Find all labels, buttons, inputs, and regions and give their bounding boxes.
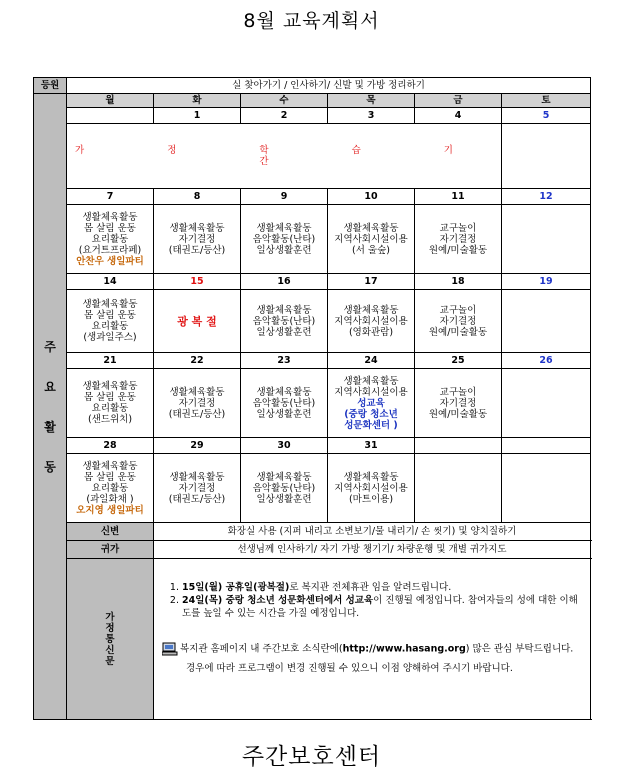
activity-line: 일상생활훈련 — [256, 408, 312, 420]
activity-line: 생활체육활동 — [169, 222, 225, 234]
page-title: 8월 교육계획서 — [243, 10, 380, 32]
day-header-mon: 월 — [67, 94, 154, 108]
activity-cell-mon — [67, 290, 154, 353]
week5-dates-row — [34, 438, 591, 454]
activity-line: 생활체육활동 — [343, 375, 399, 387]
activity-line: 자기결정 — [178, 233, 216, 245]
activity-line: (태권도/등산) — [168, 493, 226, 505]
date-cell: 14 — [67, 274, 154, 290]
date-cell: 3 — [328, 108, 415, 124]
activities-label-char: 주 — [44, 339, 56, 354]
date-cell: 23 — [241, 353, 328, 369]
newsletter-label-char: 통 — [105, 633, 115, 645]
day-header-fri: 금 — [415, 94, 502, 108]
date-cell — [67, 108, 154, 124]
date-cell: 18 — [415, 274, 502, 290]
activity-cell-tue — [154, 454, 241, 523]
education-plan-table — [33, 77, 591, 720]
bathroom-label: 신변 — [67, 523, 154, 541]
date-cell: 9 — [241, 189, 328, 205]
activity-line: (요거트프라페) — [78, 244, 142, 256]
computer-icon — [162, 642, 178, 656]
date-cell: 11 — [415, 189, 502, 205]
date-cell: 8 — [154, 189, 241, 205]
activity-line: 원예/미술활동 — [428, 408, 488, 420]
activity-line: 자기결정 — [178, 482, 216, 494]
homepage-link[interactable]: http://www.hasang.org — [342, 643, 466, 655]
arrival-label: 등원 — [34, 78, 67, 94]
newsletter-label-char: 신 — [105, 644, 115, 656]
activity-cell-fri — [415, 454, 502, 523]
activity-line: (서 울숲) — [352, 244, 390, 256]
activities-label — [34, 94, 67, 720]
activity-cell-mon — [67, 454, 154, 523]
newsletter-content — [154, 559, 591, 720]
date-cell-saturday: 19 — [502, 274, 591, 290]
notice-text: 이 진행될 예정입니다. 참여자들의 성에 대한 이해도를 높일 수 있는 시간을 가질 예정입니다. — [182, 595, 578, 619]
activity-cell-thu — [328, 290, 415, 353]
notice-highlight: 15일(월) 공휴일(광복절) — [182, 582, 290, 593]
week2-activity-row — [34, 205, 591, 274]
date-cell: 21 — [67, 353, 154, 369]
notice-item — [182, 594, 582, 620]
sex-education-label: 성교육 — [357, 397, 385, 409]
activity-line: (과일화채 ) — [86, 493, 134, 505]
activity-cell-tue — [154, 290, 241, 353]
date-cell: 17 — [328, 274, 415, 290]
departure-label: 귀가 — [67, 541, 154, 559]
change-notice: 경우에 따라 프로그램이 변경 진행될 수 있으니 이점 양해하여 주시기 바랍니다. — [186, 663, 513, 674]
date-cell — [502, 438, 591, 454]
activity-cell-thu — [328, 454, 415, 523]
activity-line: 생활체육활동 — [82, 460, 138, 472]
day-header-tue: 화 — [154, 94, 241, 108]
activity-line: 생활체육활동 — [343, 222, 399, 234]
holiday-label: 광 복 절 — [177, 314, 217, 328]
activity-cell-fri — [415, 369, 502, 438]
activity-line: 몸 살림 운동 — [84, 471, 136, 483]
activity-line: 몸 살림 운동 — [84, 222, 136, 234]
empty-cell — [502, 124, 591, 189]
arrival-row — [34, 78, 591, 94]
activity-line: 음악활동(난타) — [252, 315, 316, 327]
activity-line: 몸 살림 운동 — [84, 310, 136, 321]
activity-line: 생활체육활동 — [82, 299, 138, 310]
activities-label-char: 활 — [44, 419, 56, 434]
activities-label-char: 요 — [44, 379, 56, 394]
date-cell: 1 — [154, 108, 241, 124]
activity-line: 일상생활훈련 — [256, 493, 312, 505]
activity-line: 일상생활훈련 — [256, 244, 312, 256]
date-cell: 16 — [241, 274, 328, 290]
activity-line: 음악활동(난타) — [252, 397, 316, 409]
activity-line: 교구놀이 — [439, 222, 477, 234]
activity-line: 지역사회시설이용 — [334, 386, 408, 398]
activity-line: 교구놀이 — [439, 386, 477, 398]
activity-line: 지역사회시설이용 — [334, 315, 408, 327]
departure-text: 선생님께 인사하기/ 자기 가방 챙기기/ 차량운행 및 개별 귀가지도 — [154, 541, 591, 559]
newsletter-row — [34, 559, 591, 720]
newsletter-label-char: 정 — [105, 622, 115, 634]
activity-cell-sat — [502, 454, 591, 523]
activity-line: (영화관람) — [348, 326, 394, 338]
activity-cell-wed — [241, 290, 328, 353]
home-study-banner: 가 정 학 습 기 간 — [67, 124, 502, 189]
date-cell: 22 — [154, 353, 241, 369]
date-cell: 29 — [154, 438, 241, 454]
date-cell — [415, 438, 502, 454]
day-header-sat: 토 — [502, 94, 591, 108]
center-name-footer: 주간보호센터 — [241, 744, 382, 770]
date-cell-holiday: 15 — [154, 274, 241, 290]
activity-line: (생과일주스) — [83, 332, 137, 343]
notice-text: 로 복지관 전체휴관 임을 알려드립니다. — [289, 582, 452, 593]
activity-cell-wed — [241, 369, 328, 438]
activity-cell-mon — [67, 205, 154, 274]
date-cell: 30 — [241, 438, 328, 454]
arrival-text: 실 찾아가기 / 인사하기/ 신발 및 가방 정리하기 — [67, 78, 591, 94]
activity-line: 생활체육활동 — [343, 304, 399, 316]
activity-line: (태권도/등산) — [168, 408, 226, 420]
activity-line: 음악활동(난타) — [252, 482, 316, 494]
date-cell: 25 — [415, 353, 502, 369]
date-cell-saturday: 12 — [502, 189, 591, 205]
weekday-header-row — [34, 94, 591, 108]
activity-line: 생활체육활동 — [82, 211, 138, 223]
week2-dates-row — [34, 189, 591, 205]
activity-line: 생활체육활동 — [256, 386, 312, 398]
week5-activity-row — [34, 454, 591, 523]
day-header-wed: 수 — [241, 94, 328, 108]
day-header-thu: 목 — [328, 94, 415, 108]
activity-line: 원예/미술활동 — [428, 244, 488, 256]
week3-dates-row — [34, 274, 591, 290]
notice-list — [162, 581, 582, 620]
activity-line: (샌드위치) — [87, 414, 133, 425]
activity-line: (태권도/등산) — [168, 244, 226, 256]
bathroom-text: 화장실 사용 (지퍼 내리고 소변보기/물 내리기/ 손 씻기) 및 양치질하기 — [154, 523, 591, 541]
newsletter-label-char: 가 — [105, 611, 115, 623]
activity-line: 자기결정 — [439, 315, 477, 327]
activity-cell-sat — [502, 205, 591, 274]
newsletter-label-char: 문 — [105, 655, 115, 667]
activity-line: 일상생활훈련 — [256, 326, 312, 338]
activity-line: 생활체육활동 — [256, 471, 312, 483]
activity-line: 요리활동 — [91, 403, 129, 414]
activity-line: 생활체육활동 — [169, 386, 225, 398]
activity-line: 지역사회시설이용 — [334, 482, 408, 494]
activity-cell-fri — [415, 205, 502, 274]
homepage-suffix: ) 많은 관심 부탁드립니다. — [465, 643, 574, 655]
activity-cell-thu — [328, 369, 415, 438]
activity-line: 생활체육활동 — [169, 471, 225, 483]
activity-cell-fri — [415, 290, 502, 353]
activity-line: 생활체육활동 — [343, 471, 399, 483]
date-cell: 10 — [328, 189, 415, 205]
date-cell: 7 — [67, 189, 154, 205]
activity-line: 지역사회시설이용 — [334, 233, 408, 245]
week1-dates-row — [34, 108, 591, 124]
sex-education-label: 성문화센터 ) — [344, 419, 398, 431]
activity-cell-sat — [502, 369, 591, 438]
activity-line: 음악활동(난타) — [252, 233, 316, 245]
date-cell: 31 — [328, 438, 415, 454]
activity-line: 자기결정 — [178, 397, 216, 409]
date-cell-saturday: 5 — [502, 108, 591, 124]
notice-highlight: 24일(목) 중랑 청소년 성문화센터에서 성교육 — [182, 595, 374, 606]
birthday-party-label: 오지영 생일파티 — [76, 504, 144, 516]
date-cell: 4 — [415, 108, 502, 124]
notice-item — [182, 581, 582, 594]
activity-cell-wed — [241, 454, 328, 523]
bathroom-row — [34, 523, 591, 541]
birthday-party-label: 안찬우 생일파티 — [76, 255, 144, 267]
activity-cell-sat — [502, 290, 591, 353]
date-cell-saturday: 26 — [502, 353, 591, 369]
homepage-prefix: 복지관 홈페이지 내 주간보호 소식란에( — [180, 643, 343, 655]
activity-cell-wed — [241, 205, 328, 274]
activity-cell-mon — [67, 369, 154, 438]
homepage-line — [162, 642, 582, 656]
newsletter-label — [67, 559, 154, 720]
activity-cell-tue — [154, 205, 241, 274]
activity-line: 생활체육활동 — [256, 222, 312, 234]
departure-row — [34, 541, 591, 559]
activity-line: 요리활동 — [91, 321, 129, 332]
date-cell: 2 — [241, 108, 328, 124]
week3-activity-row — [34, 290, 591, 353]
activity-line: 자기결정 — [439, 233, 477, 245]
week4-activity-row — [34, 369, 591, 438]
activity-line: 생활체육활동 — [82, 381, 138, 392]
activity-cell-thu — [328, 205, 415, 274]
activity-line: 자기결정 — [439, 397, 477, 409]
activity-line: 요리활동 — [91, 233, 129, 245]
date-cell: 28 — [67, 438, 154, 454]
date-cell: 24 — [328, 353, 415, 369]
activities-label-char: 동 — [44, 459, 56, 474]
activity-line: 생활체육활동 — [256, 304, 312, 316]
week1-activity-row — [34, 124, 591, 189]
week4-dates-row — [34, 353, 591, 369]
activity-line: 원예/미술활동 — [428, 326, 488, 338]
sex-education-label: (중랑 청소년 — [344, 408, 398, 420]
activity-cell-tue — [154, 369, 241, 438]
activity-line: 교구놀이 — [439, 304, 477, 316]
activity-line: 몸 살림 운동 — [84, 392, 136, 403]
activity-line: (마트이용) — [348, 493, 394, 505]
activity-line: 요리활동 — [91, 482, 129, 494]
